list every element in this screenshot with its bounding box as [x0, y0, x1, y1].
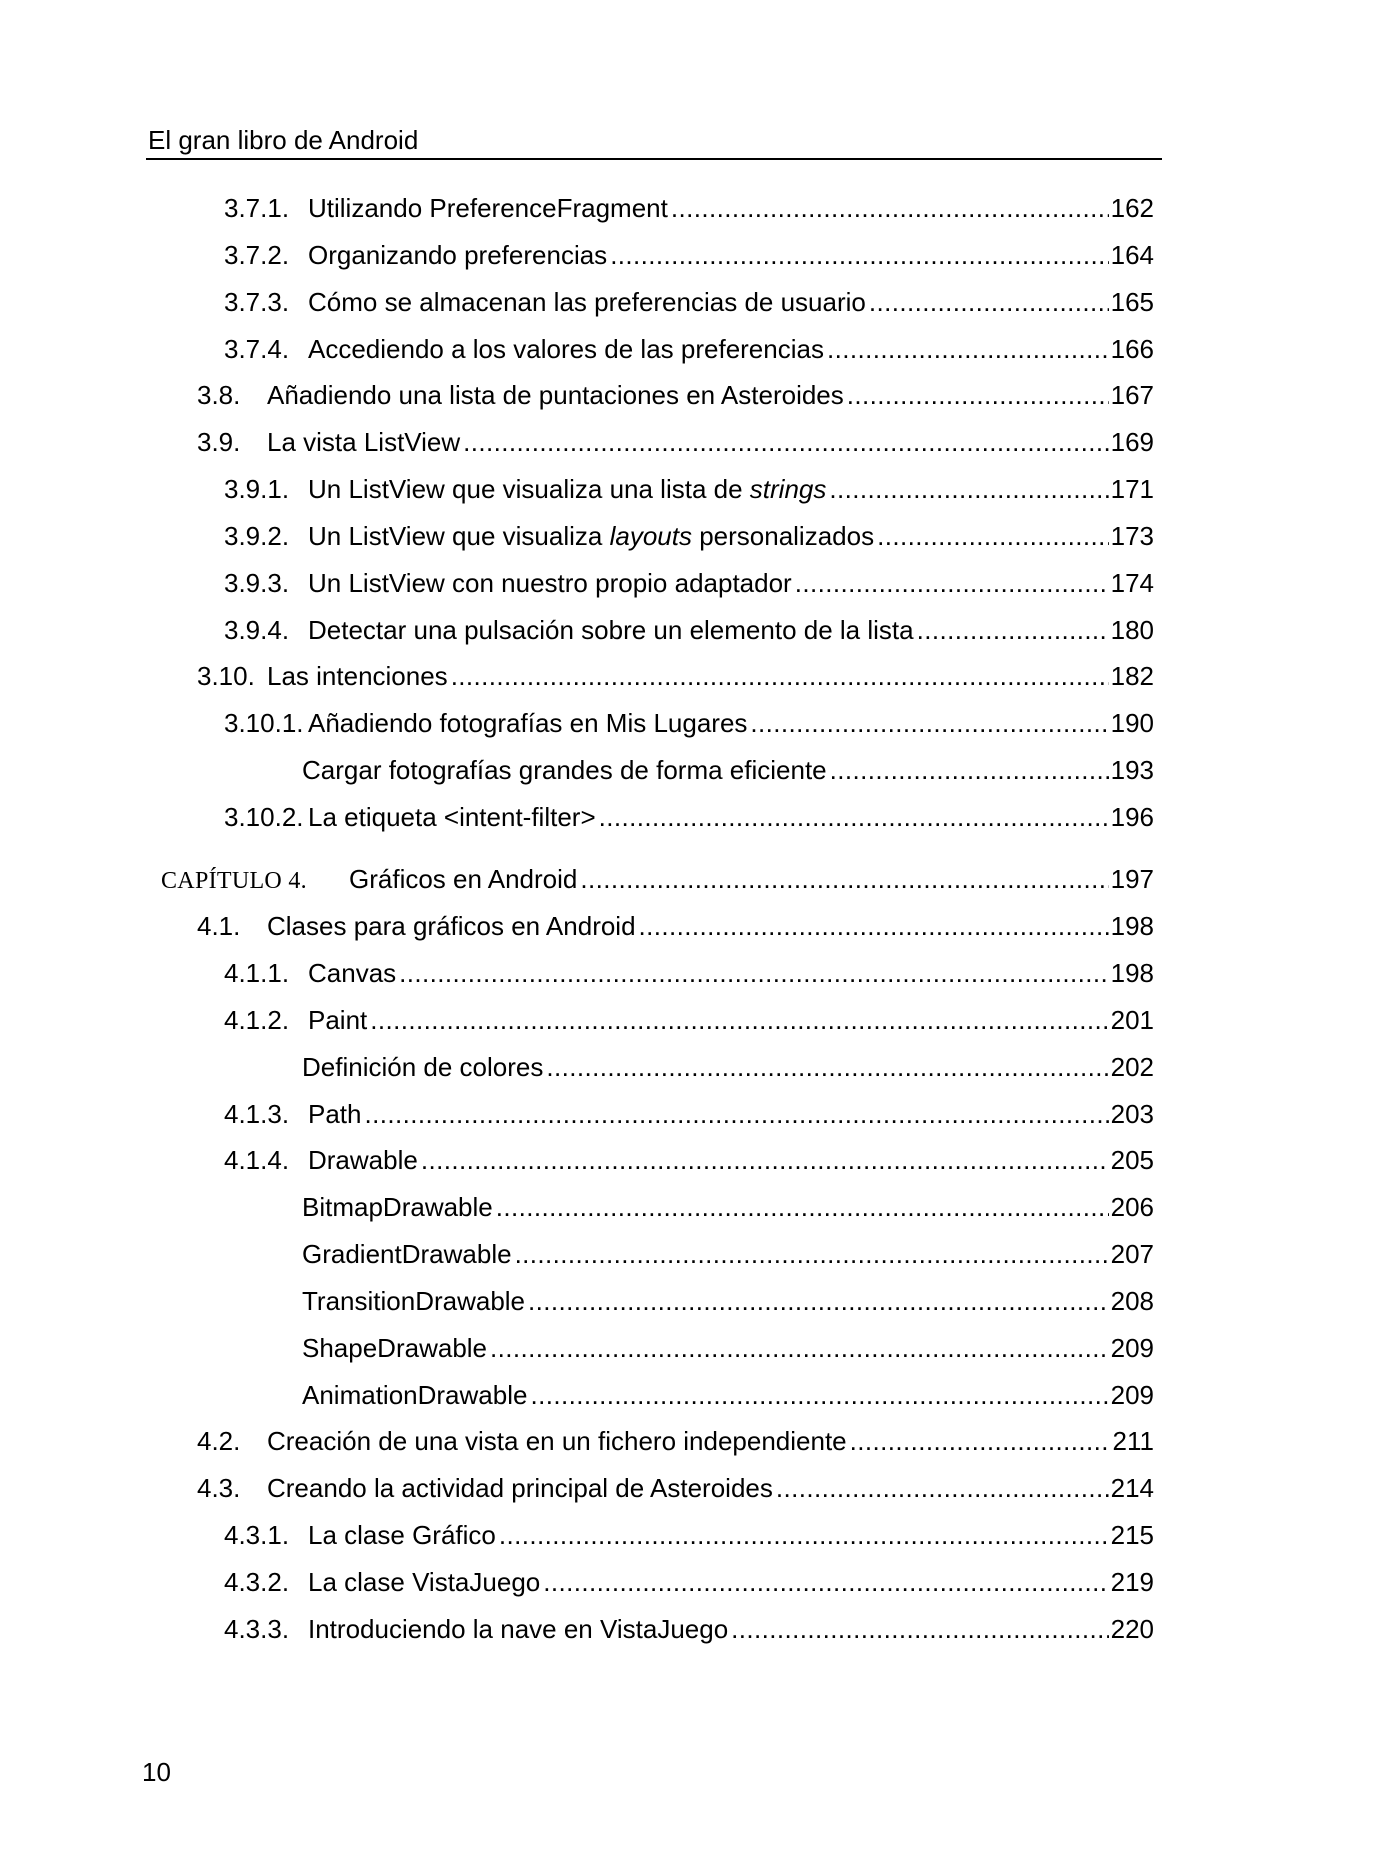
dot-leader	[370, 1003, 1108, 1037]
toc-chapter-entry[interactable]	[161, 862, 1154, 896]
toc-entry[interactable]	[224, 566, 1154, 600]
toc-entry[interactable]	[302, 1237, 1154, 1271]
section-title: Creación de una vista en un fichero independiente	[267, 1426, 847, 1456]
section-title: ShapeDrawable	[302, 1333, 488, 1363]
page-ref: 211	[1112, 1426, 1154, 1456]
section-number: 4.3.2.	[224, 1567, 290, 1597]
toc-entry[interactable]	[224, 1003, 1154, 1037]
section-number: 3.7.3.	[224, 287, 290, 317]
section-title: Organizando preferencias	[308, 240, 608, 270]
section-number: 4.3.1.	[224, 1520, 290, 1550]
dot-leader	[827, 332, 1109, 366]
dot-leader	[580, 862, 1108, 896]
page-ref: 174	[1110, 568, 1154, 598]
dot-leader	[515, 1237, 1109, 1271]
page-ref: 209	[1110, 1333, 1154, 1363]
page-ref: 167	[1110, 380, 1154, 410]
section-title: Las intenciones	[267, 661, 448, 691]
section-title: La clase VistaJuego	[308, 1567, 541, 1597]
page-number: 10	[142, 1757, 171, 1787]
section-number: 4.3.3.	[224, 1614, 290, 1644]
dot-leader	[847, 378, 1109, 412]
section-title: GradientDrawable	[302, 1239, 512, 1269]
dot-leader	[499, 1518, 1109, 1552]
toc-entry[interactable]	[224, 1565, 1154, 1599]
section-title-text: Un ListView que visualiza una lista de	[308, 474, 750, 504]
page-ref: 206	[1110, 1192, 1154, 1222]
toc-entry[interactable]	[224, 1097, 1154, 1131]
toc-entry[interactable]	[302, 753, 1154, 787]
page-ref: 166	[1110, 334, 1154, 364]
dot-leader	[599, 800, 1109, 834]
toc-entry[interactable]	[224, 191, 1154, 225]
section-title: Accediendo a los valores de las preferencias	[308, 334, 824, 364]
chapter-number: CAPÍTULO 4.	[161, 868, 307, 894]
section-title: Path	[308, 1099, 362, 1129]
toc-entry[interactable]	[224, 519, 1154, 553]
dot-leader	[850, 1424, 1111, 1458]
page-ref: 198	[1110, 911, 1154, 941]
page-ref: 180	[1110, 615, 1154, 645]
dot-leader	[639, 909, 1109, 943]
dot-leader	[829, 472, 1108, 506]
toc-entry[interactable]	[224, 956, 1154, 990]
dot-leader	[421, 1143, 1109, 1177]
section-title-italic: layouts	[609, 521, 692, 551]
page-ref: 190	[1110, 708, 1154, 738]
toc-entry[interactable]	[224, 706, 1154, 740]
section-title: Cargar fotografías grandes de forma eficiente	[302, 755, 827, 785]
toc-entry[interactable]	[224, 1143, 1154, 1177]
dot-leader	[490, 1331, 1109, 1365]
section-title: Canvas	[308, 958, 397, 988]
section-title: La clase Gráfico	[308, 1520, 496, 1550]
section-title: Cómo se almacenan las preferencias de usuario	[308, 287, 866, 317]
section-number: 3.9.1.	[224, 474, 290, 504]
section-number: 3.7.4.	[224, 334, 290, 364]
section-title: Drawable	[308, 1145, 418, 1175]
section-title	[308, 472, 826, 506]
toc-entry[interactable]	[197, 909, 1154, 943]
section-title: Clases para gráficos en Android	[267, 911, 636, 941]
page-ref: 209	[1110, 1380, 1154, 1410]
dot-leader	[365, 1097, 1109, 1131]
toc-entry[interactable]	[302, 1050, 1154, 1084]
section-title	[308, 519, 874, 553]
section-title: Un ListView con nuestro propio adaptador	[308, 568, 792, 598]
toc-entry[interactable]	[224, 1612, 1154, 1646]
dot-leader	[546, 1050, 1108, 1084]
section-number: 3.9.4.	[224, 615, 290, 645]
dot-leader	[750, 706, 1108, 740]
section-number: 4.1.2.	[224, 1005, 290, 1035]
toc-entry[interactable]	[224, 332, 1154, 366]
page-ref: 207	[1110, 1239, 1154, 1269]
page-ref: 169	[1110, 427, 1154, 457]
section-number: 4.1.3.	[224, 1099, 290, 1129]
section-title: Paint	[308, 1005, 368, 1035]
section-number: 4.1.	[197, 911, 241, 941]
toc-entry[interactable]	[224, 1518, 1154, 1552]
section-title: AnimationDrawable	[302, 1380, 528, 1410]
page-ref: 219	[1110, 1567, 1154, 1597]
page-ref: 162	[1110, 193, 1154, 223]
section-number: 4.1.1.	[224, 958, 290, 988]
toc-entry[interactable]	[197, 659, 1154, 693]
section-number: 3.10.2.	[224, 802, 304, 832]
page-ref: 173	[1110, 521, 1154, 551]
section-title: Definición de colores	[302, 1052, 544, 1082]
page-ref: 208	[1110, 1286, 1154, 1316]
page-ref: 164	[1110, 240, 1154, 270]
toc-entry[interactable]	[224, 613, 1154, 647]
section-number: 4.2.	[197, 1426, 241, 1456]
book-title: El gran libro de Android	[148, 125, 419, 155]
page-ref: 198	[1110, 958, 1154, 988]
section-title: Creando la actividad principal de Asteroides	[267, 1473, 773, 1503]
section-title: La vista ListView	[267, 427, 461, 457]
dot-leader	[543, 1565, 1108, 1599]
dot-leader	[528, 1284, 1109, 1318]
chapter-title: Gráficos en Android	[349, 864, 578, 894]
page-ref: 220	[1110, 1614, 1154, 1644]
dot-leader	[776, 1471, 1109, 1505]
toc-entry[interactable]	[197, 1424, 1154, 1458]
toc-entry[interactable]	[197, 378, 1154, 412]
section-number: 4.1.4.	[224, 1145, 290, 1175]
toc-entry[interactable]	[302, 1331, 1154, 1365]
section-number: 3.7.2.	[224, 240, 290, 270]
section-title-text: Un ListView que visualiza	[308, 521, 610, 551]
section-title-text-after: personalizados	[691, 521, 875, 551]
page-ref: 205	[1110, 1145, 1154, 1175]
dot-leader	[917, 613, 1109, 647]
section-title-italic: strings	[749, 474, 827, 504]
section-title: Añadiendo una lista de puntaciones en Asteroides	[267, 380, 844, 410]
section-title: La etiqueta <intent-filter>	[308, 802, 596, 832]
dot-leader	[795, 566, 1109, 600]
section-title: Introduciendo la nave en VistaJuego	[308, 1614, 729, 1644]
page-ref: 202	[1110, 1052, 1154, 1082]
page-ref: 201	[1110, 1005, 1154, 1035]
toc-entry[interactable]	[302, 1190, 1154, 1224]
dot-leader	[877, 519, 1109, 553]
toc-entry[interactable]	[302, 1284, 1154, 1318]
section-number: 3.7.1.	[224, 193, 290, 223]
page-ref: 196	[1110, 802, 1154, 832]
toc-entry[interactable]	[224, 238, 1154, 272]
toc-entry[interactable]	[224, 285, 1154, 319]
toc-entry[interactable]	[224, 800, 1154, 834]
dot-leader	[869, 285, 1109, 319]
page-ref: 182	[1110, 661, 1154, 691]
page-ref: 165	[1110, 287, 1154, 317]
section-title: Detectar una pulsación sobre un elemento de la lista	[308, 615, 914, 645]
section-number: 3.9.3.	[224, 568, 290, 598]
dot-leader	[671, 191, 1109, 225]
toc-entry[interactable]	[302, 1378, 1154, 1412]
dot-leader	[451, 659, 1109, 693]
dot-leader	[530, 1378, 1108, 1412]
page-ref: 193	[1110, 755, 1154, 785]
dot-leader	[830, 753, 1109, 787]
section-title: BitmapDrawable	[302, 1192, 493, 1222]
section-number: 3.10.	[197, 661, 255, 691]
section-number: 3.9.2.	[224, 521, 290, 551]
section-number: 3.9.	[197, 427, 241, 457]
page-ref: 214	[1110, 1473, 1154, 1503]
dot-leader	[496, 1190, 1109, 1224]
page-ref: 215	[1110, 1520, 1154, 1550]
section-title: Utilizando PreferenceFragment	[308, 193, 668, 223]
toc-entry[interactable]	[197, 425, 1154, 459]
page-ref: 203	[1110, 1099, 1154, 1129]
section-number: 4.3.	[197, 1473, 241, 1503]
section-number: 3.8.	[197, 380, 241, 410]
toc-entry[interactable]	[224, 472, 1154, 506]
page-ref: 197	[1110, 864, 1154, 894]
dot-leader	[610, 238, 1108, 272]
section-title: Añadiendo fotografías en Mis Lugares	[308, 708, 748, 738]
dot-leader	[731, 1612, 1108, 1646]
section-number: 3.10.1.	[224, 708, 304, 738]
toc-entry[interactable]	[197, 1471, 1154, 1505]
page-ref: 171	[1110, 474, 1154, 504]
section-title: TransitionDrawable	[302, 1286, 526, 1316]
dot-leader	[463, 425, 1108, 459]
dot-leader	[399, 956, 1108, 990]
